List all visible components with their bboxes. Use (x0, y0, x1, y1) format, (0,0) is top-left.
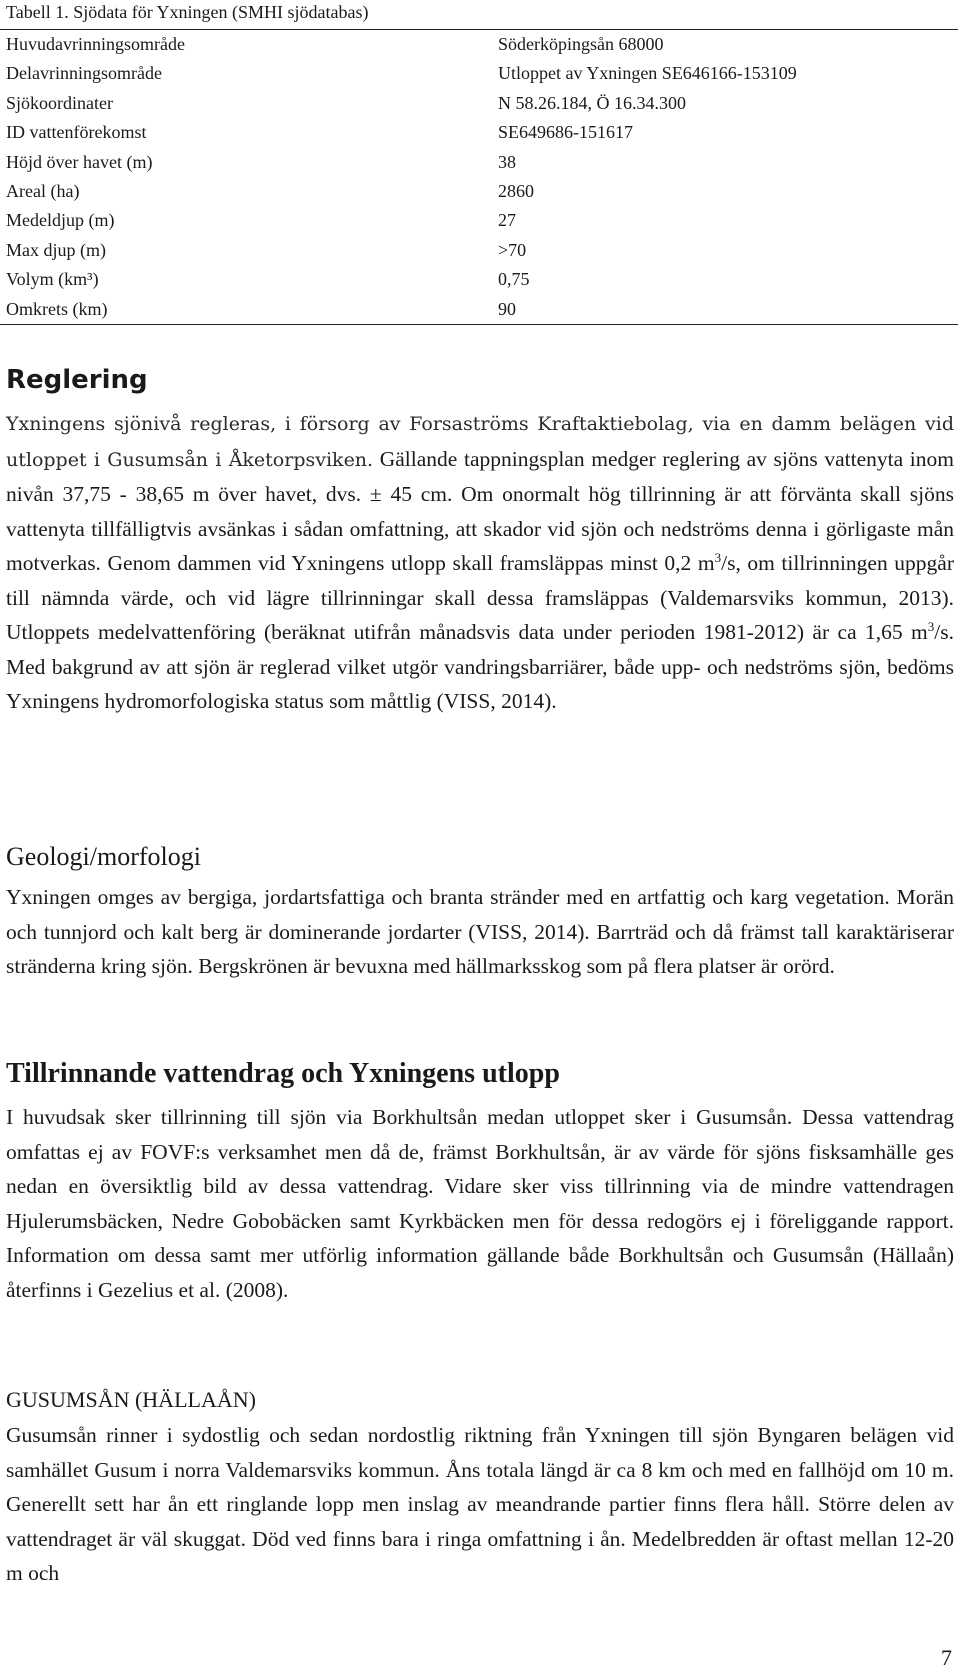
table-row (0, 265, 958, 294)
row-value: 0,75 (498, 269, 530, 290)
row-value: SE649686-151617 (498, 122, 633, 143)
section-heading-reglering: Reglering (6, 365, 148, 395)
row-value: N 58.26.184, Ö 16.34.300 (498, 92, 686, 113)
paragraph-gusumsan: Gusumsån rinner i sydostlig och sedan nordostlig riktning från Yxningen till sjön Byngaren belägen vid samhället Gusum i norra Valdemarsviks kommun. Åns totala längd är ca 8 km och med en fallhöjd om 10 m. Generellt sett har ån ett ringlande lopp men inslag av meandrande partier finns flera håll. Större delen av vattendraget är väl skuggat. Död ved finns bara i ringa omfattning i ån. Medelbredden är oftast mellan 12-20 m och (6, 1423, 954, 1585)
table-row (0, 148, 958, 177)
table-row (0, 206, 958, 235)
row-label: Areal (ha) (6, 180, 80, 201)
row-value: 38 (498, 151, 516, 172)
paragraph-tillrinnande: I huvudsak sker tillrinning till sjön via Borkhultsån medan utloppet sker i Gusumsån. Dessa vattendrag omfattas ej av FOVF:s verksamhet men då de, främst Borkhultsån, är av värde för sjöns fisksamhälle ges nedan en översiktlig bild av dessa vattendrag. Vidare sker viss tillrinning via de mindre vattendragen Hjulerumsbäcken, Nedre Gobobäcken samt Kyrkbäcken men för dessa redogörs ej i föreliggande rapport. Information om dessa samt mer utförlig information gällande både Borkhultsån och Gusumsån (Hällaån) återfinns i Gezelius et al. (2008). (6, 1105, 954, 1302)
row-label: Höjd över havet (m) (6, 151, 153, 172)
row-value: 27 (498, 210, 516, 231)
row-label: Delavrinningsområde (6, 63, 162, 84)
section-heading-tillrinnande: Tillrinnande vattendrag och Yxningens utlopp (6, 1058, 560, 1089)
paragraph-geologi: Yxningen omges av bergiga, jordartsfattiga och branta stränder med en artfattig och karg vegetation. Morän och tunnjord och kalt berg är dominerande jordarter (VISS, 2014). Barrträd och då främst tall karaktäriserar stränderna kring sjön. Bergskrönen är bevuxna med hällmarksskog som på flera platser är orörd. (6, 885, 954, 978)
row-label: Max djup (m) (6, 239, 106, 260)
row-value: 90 (498, 298, 516, 319)
superscript-exponent: 3 (927, 618, 935, 634)
section-heading-geologi: Geologi/morfologi (6, 842, 201, 871)
section-heading-gusumsan: GUSUMSÅN (HÄLLAÅN) (6, 1387, 256, 1412)
row-value: Utloppet av Yxningen SE646166-153109 (498, 63, 797, 84)
table-row (0, 59, 958, 88)
paragraph-reglering-body-2: /s, om tillrinningen uppgår till nämnda värde, och vid lägre tillrinningar skall dessa framsläppas (Valdemarsviks kommun, 2013). Utloppets medelvattenföring (beräknat utifrån månadsvis data under perioden 1981-2012) är ca 1,65 m (6, 551, 954, 644)
row-value: 2860 (498, 180, 534, 201)
row-label: Sjökoordinater (6, 92, 113, 113)
table-row (0, 118, 958, 147)
table-row (0, 236, 958, 265)
row-value: >70 (498, 239, 527, 260)
table-caption: Tabell 1. Sjödata för Yxningen (SMHI sjödatabas) (6, 2, 369, 22)
paragraph-reglering (6, 406, 954, 719)
paragraph-reglering-lead: Yxningens sjönivå regleras, i försorg av Forsaströms Kraftaktiebolag, via en damm belägen vid utloppet i Gusumsån i Åketorpsviken. (6, 413, 954, 471)
row-value: Söderköpingsån 68000 (498, 34, 664, 54)
table-row (0, 295, 958, 324)
paragraph-reglering-body: Gällande tappningsplan medger reglering av sjöns vattenyta inom nivån 37,75 - 38,65 m över havet, dvs. ± 45 cm. Om onormalt hög tillrinning är att förvänta skall sjöns vattenyta tillfälligtvis avsänkas i sådan omfattning, att skador vid sjön och nedströms denna i görligaste mån motverkas. Genom dammen vid Yxningens utlopp skall framsläppas minst 0,2 m (6, 446, 954, 575)
row-label: Omkrets (km) (6, 298, 108, 319)
row-label: ID vattenförekomst (6, 122, 147, 143)
paragraph-reglering-body-3: /s. Med bakgrund av att sjön är reglerad vilket utgör vandringsbarriärer, både upp- och nedströms sjön, bedöms Yxningens hydromorfologiska status som måttlig (VISS, 2014). (6, 620, 954, 713)
superscript-exponent: 3 (714, 549, 722, 565)
lake-data-table (0, 29, 958, 325)
row-label: Volym (km³) (6, 269, 99, 290)
row-label: Medeldjup (m) (6, 210, 115, 231)
page-number: 7 (941, 1645, 952, 1670)
table-row (0, 89, 958, 118)
table-row (0, 177, 958, 206)
table-row (0, 30, 958, 59)
row-label: Huvudavrinningsområde (6, 34, 185, 54)
